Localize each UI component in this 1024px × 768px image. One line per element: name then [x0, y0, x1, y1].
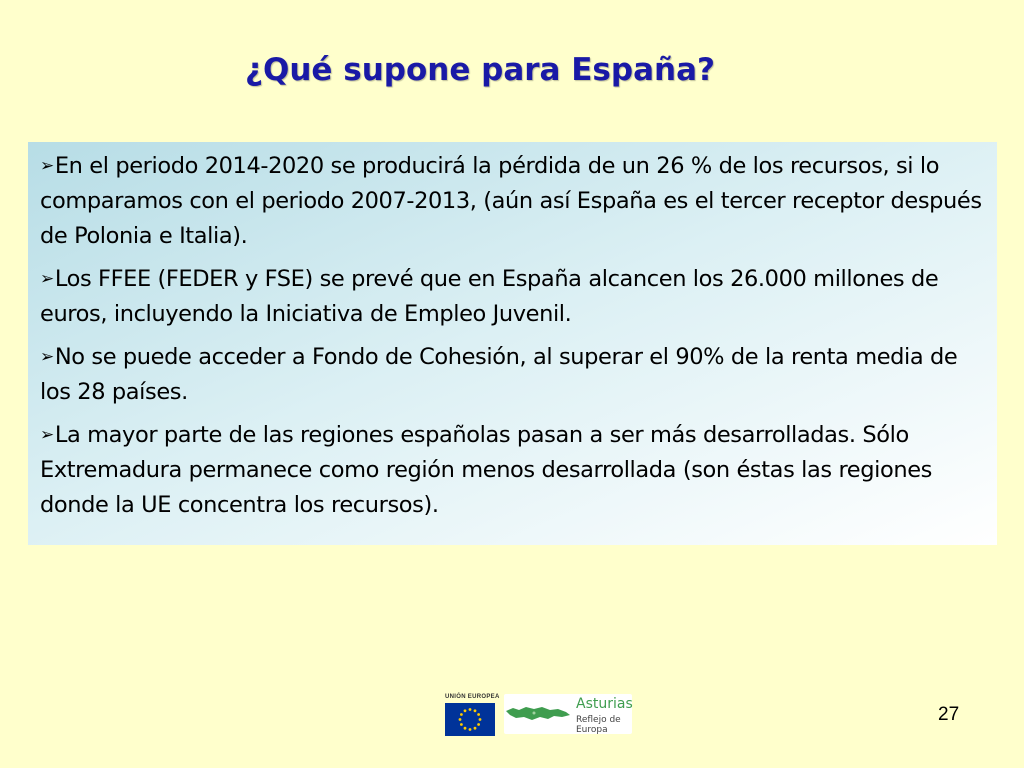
- slide-title: ¿Qué supone para España?: [245, 52, 715, 88]
- arrow-bullet-icon: ➢: [40, 156, 54, 176]
- asturias-map-icon: [504, 702, 572, 724]
- footer-logos: [440, 690, 633, 736]
- bullet-text: En el periodo 2014-2020 se producirá la pérdida de un 26 % de los recursos, si lo comparamos con el periodo 2007-2013, (aún así España es el tercer receptor después de Polonia e Italia).: [40, 153, 982, 249]
- bullet-text: Los FFEE (FEDER y FSE) se prevé que en España alcancen los 26.000 millones de euros, incluyendo la Iniciativa de Empleo Juvenil.: [40, 266, 939, 327]
- content-box: [28, 142, 997, 545]
- asturias-tagline: Reflejo de Europa: [576, 715, 621, 735]
- asturias-name: Asturias: [576, 696, 633, 712]
- asturias-logo: [504, 694, 632, 734]
- eu-flag-icon: [445, 703, 495, 736]
- bullet-item: [40, 262, 985, 332]
- arrow-bullet-icon: ➢: [40, 347, 54, 367]
- bullet-item: [40, 340, 985, 410]
- arrow-bullet-icon: ➢: [40, 269, 54, 289]
- bullet-text: No se puede acceder a Fondo de Cohesión, al superar el 90% de la renta media de los 28 países.: [40, 344, 958, 405]
- bullet-item: [40, 149, 985, 254]
- eu-label: UNIÓN EUROPEA: [445, 694, 500, 700]
- arrow-bullet-icon: ➢: [40, 425, 54, 445]
- bullet-text: La mayor parte de las regiones españolas pasan a ser más desarrolladas. Sólo Extremadura permanece como región menos desarrollada (son éstas las regiones donde la UE concentra los recursos).: [40, 422, 932, 518]
- page-number: 27: [938, 704, 960, 725]
- bullet-item: [40, 418, 985, 523]
